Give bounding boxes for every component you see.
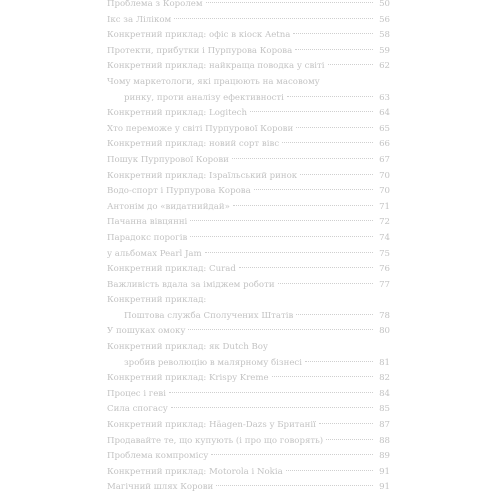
- toc-entry-title: У пошуках омоку: [107, 326, 186, 337]
- toc-entry-title: Протекти, прибутки і Пурпурова Корова: [107, 45, 293, 56]
- dot-leader: [326, 439, 373, 440]
- toc-entry-title: Конкретний приклад:: [107, 295, 207, 306]
- toc-entry-title: Конкретний приклад: Logitech: [107, 108, 248, 119]
- toc-entry-page-number: 89: [379, 451, 390, 462]
- toc-entry-line: [107, 75, 390, 91]
- toc-entry-page-number: 66: [379, 139, 390, 150]
- toc-entry[interactable]: [107, 0, 390, 13]
- toc-entry-title: зробив революцію в малярному бізнесі: [124, 357, 302, 368]
- toc-entry[interactable]: [107, 247, 390, 263]
- toc-entry-page-number: 84: [379, 388, 390, 399]
- dot-leader: [296, 314, 373, 315]
- toc-entry-line: [107, 309, 390, 325]
- dot-leader: [190, 236, 373, 237]
- toc-entry-line: [107, 262, 390, 278]
- dot-leader: [278, 283, 373, 284]
- toc-entry-line: [107, 480, 390, 496]
- toc-entry-title: Пошук Пурпурової Корови: [107, 154, 229, 165]
- dot-leader: [300, 174, 373, 175]
- toc-entry-page-number: 85: [379, 404, 390, 415]
- toc-entry[interactable]: [107, 184, 390, 200]
- dot-leader: [188, 329, 373, 330]
- toc-entry-title: Конкретний приклад: Motorola і Nokia: [107, 466, 283, 477]
- dot-leader: [282, 142, 373, 143]
- dot-leader: [250, 111, 373, 112]
- toc-entry-title: Поштова служба Сполучених Штатів: [124, 310, 294, 321]
- toc-entry[interactable]: [107, 340, 390, 371]
- dot-leader: [296, 127, 373, 128]
- toc-entry[interactable]: [107, 13, 390, 29]
- toc-entry-title: Конкретний приклад: найкраща поводка у світі: [107, 61, 325, 72]
- toc-entry[interactable]: [107, 75, 390, 106]
- toc-entry-title: Хто переможе у світі Пурпурової Корови: [107, 123, 294, 134]
- toc-entry-page-number: 87: [379, 420, 390, 431]
- toc-entry-line: [107, 449, 390, 465]
- toc-entry-page-number: 88: [379, 435, 390, 446]
- dot-leader: [233, 205, 373, 206]
- dot-leader: [328, 64, 373, 65]
- dot-leader: [206, 2, 373, 3]
- toc-entry-line: [107, 91, 390, 107]
- dot-leader: [293, 33, 373, 34]
- toc-entry-title: Конкретний приклад: новий сорт вівс: [107, 139, 280, 150]
- toc-entry-page-number: 62: [379, 61, 390, 72]
- toc-entry-title: Магічний шлях Корови: [107, 482, 214, 493]
- toc-entry-page-number: 65: [379, 123, 390, 134]
- toc-entry-title: Процес і геві: [107, 388, 166, 399]
- toc-entry-title: Конкретний приклад: Krispy Kreme: [107, 373, 269, 384]
- toc-entry-title: Конкретний приклад: Häagen-Dazs у Британії: [107, 420, 316, 431]
- toc-entry-page-number: 75: [379, 248, 390, 259]
- toc-entry-page-number: 82: [379, 373, 390, 384]
- toc-entry-line: [107, 106, 390, 122]
- toc-entry-title: Важливість вдала за іміджем роботи: [107, 279, 275, 290]
- toc-entry-line: [107, 28, 390, 44]
- toc-entry-title: Пачанна вівцянні: [107, 217, 188, 228]
- toc-entry-title: Парадокс порогів: [107, 232, 188, 243]
- toc-entry-title: Конкретний приклад: Ізраїльський ринок: [107, 170, 298, 181]
- toc-entry-page-number: 64: [379, 108, 390, 119]
- toc-entry-page-number: 50: [379, 0, 390, 9]
- toc-entry-page-number: 78: [379, 310, 390, 321]
- toc-entry-title: Конкретний приклад: як Dutch Boy: [107, 342, 268, 353]
- toc-entry[interactable]: [107, 215, 390, 231]
- toc-entry-line: [107, 0, 390, 13]
- toc-entry-line: [107, 434, 390, 450]
- dot-leader: [216, 485, 373, 486]
- toc-entry[interactable]: [107, 418, 390, 434]
- toc-entry-line: [107, 371, 390, 387]
- dot-leader: [171, 407, 373, 408]
- toc-entry[interactable]: [107, 153, 390, 169]
- toc-entry-line: [107, 293, 390, 309]
- toc-entry-title: Проблема з Королем: [107, 0, 203, 9]
- toc-entry[interactable]: [107, 465, 390, 481]
- toc-entry[interactable]: [107, 434, 390, 450]
- toc-entry-line: [107, 324, 390, 340]
- toc-entry-line: [107, 278, 390, 294]
- toc-entry-title: Конкретний приклад: Curad: [107, 264, 236, 275]
- toc-entry[interactable]: [107, 480, 390, 496]
- toc-entry-line: [107, 13, 390, 29]
- toc-entry-page-number: 56: [379, 14, 390, 25]
- toc-entry-line: [107, 465, 390, 481]
- toc-entry-page-number: 71: [379, 201, 390, 212]
- toc-entry-page-number: 74: [379, 232, 390, 243]
- table-of-contents: [107, 0, 390, 496]
- toc-entry-title: Водо-спорт і Пурпурова Корова: [107, 186, 251, 197]
- toc-entry[interactable]: [107, 200, 390, 216]
- dot-leader: [305, 361, 373, 362]
- dot-leader: [295, 49, 373, 50]
- toc-entry[interactable]: [107, 293, 390, 324]
- toc-entry-title: Проблема компромісу: [107, 451, 209, 462]
- toc-entry-line: [107, 44, 390, 60]
- toc-entry[interactable]: [107, 387, 390, 403]
- toc-entry-page-number: 91: [379, 482, 390, 493]
- toc-entry-line: [107, 184, 390, 200]
- toc-entry-title: ринку, проти аналізу ефективності: [124, 92, 284, 103]
- toc-entry-page-number: 72: [379, 217, 390, 228]
- dot-leader: [211, 454, 373, 455]
- toc-entry-line: [107, 137, 390, 153]
- toc-entry-page-number: 67: [379, 154, 390, 165]
- toc-entry-title: Конкретний приклад: офіс в кіоск Aetna: [107, 30, 291, 41]
- toc-entry-title: Сила спогасу: [107, 404, 168, 415]
- dot-leader: [319, 423, 373, 424]
- toc-entry[interactable]: [107, 449, 390, 465]
- toc-entry-line: [107, 200, 390, 216]
- toc-entry[interactable]: [107, 324, 390, 340]
- toc-entry-line: [107, 402, 390, 418]
- toc-entry-line: [107, 153, 390, 169]
- toc-entry-line: [107, 387, 390, 403]
- toc-entry[interactable]: [107, 262, 390, 278]
- toc-entry[interactable]: [107, 137, 390, 153]
- toc-entry-page-number: 59: [379, 45, 390, 56]
- dot-leader: [239, 267, 373, 268]
- toc-entry[interactable]: [107, 44, 390, 60]
- toc-entry-page-number: 80: [379, 326, 390, 337]
- toc-entry-page-number: 58: [379, 30, 390, 41]
- toc-entry[interactable]: [107, 169, 390, 185]
- dot-leader: [232, 158, 373, 159]
- toc-entry-line: [107, 340, 390, 356]
- dot-leader: [286, 470, 373, 471]
- toc-entry-line: [107, 231, 390, 247]
- toc-entry-page-number: 76: [379, 264, 390, 275]
- toc-entry-title: Чому маркетологи, які працюють на масовому: [107, 76, 320, 87]
- toc-entry-page-number: 70: [379, 170, 390, 181]
- toc-entry-page-number: 70: [379, 186, 390, 197]
- toc-entry[interactable]: [107, 59, 390, 75]
- dot-leader: [254, 189, 373, 190]
- toc-entry-line: [107, 418, 390, 434]
- toc-entry[interactable]: [107, 371, 390, 387]
- dot-leader: [272, 376, 373, 377]
- toc-entry-page-number: 77: [379, 279, 390, 290]
- toc-entry-title: Ікс за Ліліком: [107, 14, 172, 25]
- toc-entry-line: [107, 59, 390, 75]
- toc-entry-page-number: 63: [379, 92, 390, 103]
- toc-entry-title: Продавайте те, що купують (і про що говорять): [107, 435, 324, 446]
- dot-leader: [190, 220, 373, 221]
- toc-entry[interactable]: [107, 402, 390, 418]
- toc-entry[interactable]: [107, 278, 390, 294]
- toc-entry-page-number: 91: [379, 466, 390, 477]
- toc-entry-title: Антонім до «видатнийдай»: [107, 201, 230, 212]
- toc-entry-line: [107, 122, 390, 138]
- dot-leader: [169, 392, 373, 393]
- toc-entry[interactable]: [107, 106, 390, 122]
- toc-entry[interactable]: [107, 231, 390, 247]
- toc-entry-page-number: 81: [379, 357, 390, 368]
- toc-entry[interactable]: [107, 122, 390, 138]
- toc-entry-title: у альбомах Pearl Jam: [107, 248, 202, 259]
- toc-entry-line: [107, 356, 390, 372]
- toc-entry-line: [107, 215, 390, 231]
- toc-entry-line: [107, 169, 390, 185]
- dot-leader: [205, 252, 373, 253]
- toc-entry[interactable]: [107, 28, 390, 44]
- dot-leader: [174, 18, 373, 19]
- dot-leader: [287, 96, 373, 97]
- toc-entry-line: [107, 247, 390, 263]
